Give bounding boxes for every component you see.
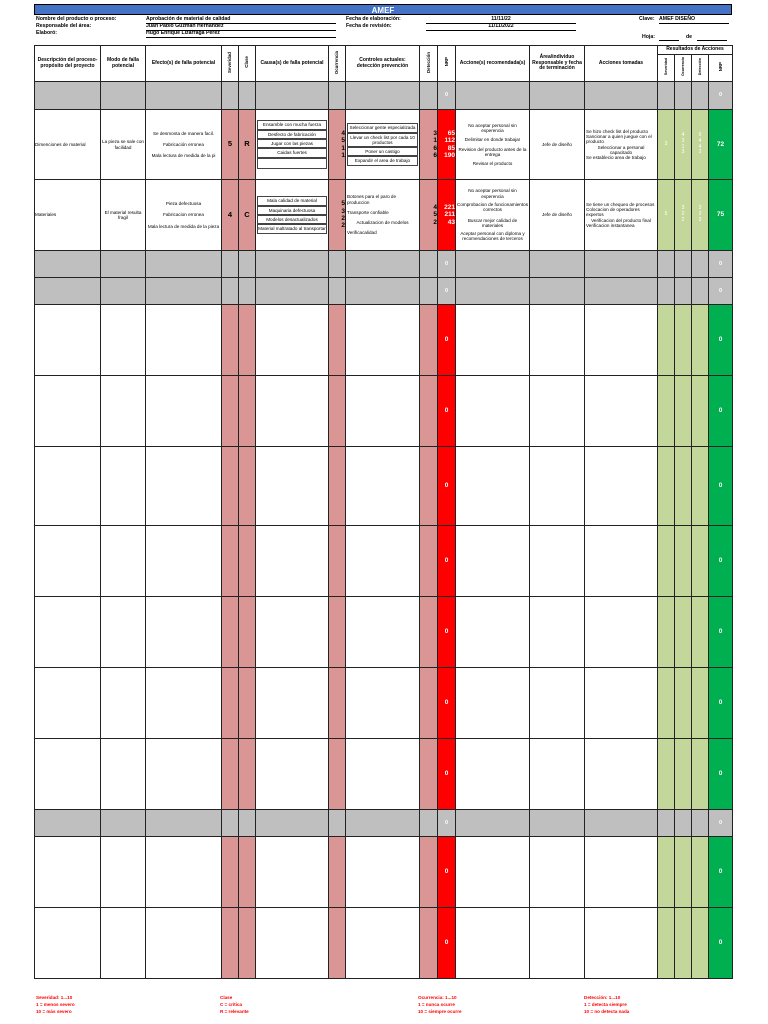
col-clase: Clase xyxy=(244,56,250,68)
table-row xyxy=(35,597,733,668)
fecha-elab-label: Fecha de elaboración: xyxy=(346,16,401,22)
hoja-label: Hoja: xyxy=(642,34,655,40)
elaboro-value: Hugo Enrique Lizarraga Perez xyxy=(146,30,336,38)
col-acciones-rec: Accione(s) recomendada(s) xyxy=(456,46,530,82)
producto-value: Aprobación de material de calidad xyxy=(146,16,336,24)
descripcion-cell: Materiales xyxy=(35,180,101,251)
deteccion-cell: 3 1 6 6 xyxy=(420,110,438,180)
area-cell: Jefe de diseño xyxy=(530,180,585,251)
amef-table xyxy=(34,45,733,979)
table-row xyxy=(35,278,733,305)
npr-cell: 0 xyxy=(438,810,456,837)
result-npr-cell: 0 xyxy=(709,908,733,979)
col-r-det: Detección xyxy=(697,58,702,76)
result-npr-cell: 0 xyxy=(709,837,733,908)
area-cell: Jefe de diseño xyxy=(530,110,585,180)
result-npr-cell: 0 xyxy=(709,668,733,739)
col-causa: Causa(s) de falla potencial xyxy=(256,46,329,82)
col-severidad: Severidad xyxy=(227,51,233,73)
col-area: Área/individuo Responsable y fecha de terminación xyxy=(530,46,585,82)
ocurrencia-cell: 4 5 1 1 xyxy=(329,110,346,180)
col-deteccion: Detección xyxy=(425,51,431,73)
result-sev-cell: 5 xyxy=(658,180,675,251)
amef-sheet xyxy=(34,4,732,1014)
sheet-title: AMEF xyxy=(34,4,732,15)
col-controles: Controles actuales: detección prevención xyxy=(346,46,420,82)
elaboro-label: Elaboró: xyxy=(36,30,58,36)
npr-cell: 0 xyxy=(438,908,456,979)
de-field[interactable] xyxy=(697,34,727,41)
controles-cell: Seleccionar gente especializada Llevar un check list por cada 10 productos Poner un castigo Expandir el area de trabajo xyxy=(346,110,420,180)
result-npr-cell: 75 xyxy=(709,180,733,251)
npr-cell: 0 xyxy=(438,251,456,278)
result-sev-cell: 3 xyxy=(658,110,675,180)
npr-cell: 0 xyxy=(438,376,456,447)
npr-cell: 0 xyxy=(438,837,456,908)
severidad-cell: 5 xyxy=(222,110,239,180)
table-row xyxy=(35,180,733,251)
table-row xyxy=(35,810,733,837)
result-npr-cell: 0 xyxy=(709,82,733,110)
table-row xyxy=(35,305,733,376)
npr-cell: 0 xyxy=(438,526,456,597)
npr-cell: 0 xyxy=(438,668,456,739)
de-label: de xyxy=(686,34,693,40)
header-block xyxy=(34,15,732,45)
result-det-cell: 6 4 4 2 xyxy=(692,110,709,180)
result-npr-cell: 0 xyxy=(709,739,733,810)
acciones-rec-cell: No aceptar personal sin experencia Comprobacion de funcionamientos correctos Buscar mejor calidad de materiales Aceptar personal con diploma y recomendaciones de terceros xyxy=(456,180,530,251)
npr-cell: 65 112 85 190 xyxy=(438,110,456,180)
responsable-value: Juan Pablo Guzman Hernandez xyxy=(146,23,336,31)
col-npr: NRP xyxy=(443,57,449,67)
clave-label: Clave: xyxy=(639,16,655,22)
col-acciones-tom: Acciones tomadas xyxy=(585,46,658,82)
result-ocu-cell: 4 3 1 3 xyxy=(675,110,692,180)
controles-cell: Botones para el paro de produccion Transporte confiable Actualizacion de modelos Verificacalidad xyxy=(346,180,420,251)
col-descripcion: Descripción del proceso-propósito del proyecto xyxy=(35,46,101,82)
result-npr-cell: 0 xyxy=(709,597,733,668)
table-row xyxy=(35,251,733,278)
causa-cell: Mala calidad de material Maquinaria defectuosa Modelos desactualizados Material maltratado al transportar xyxy=(256,180,329,251)
result-ocu-cell: 3 2 2 xyxy=(675,180,692,251)
causa-cell: Ensamble con mucha fuerza Desfecto de fabricación Jugar con las piezas Caidas fuertes xyxy=(256,110,329,180)
col-ocurrencia: Ocurrencia xyxy=(334,50,340,74)
acciones-rec-cell: No aceptar personal sin experencia Delimitar en donde trabajar Revision del producto antes de la entrega Revisar el producto xyxy=(456,110,530,180)
responsable-label: Responsable del área: xyxy=(36,23,92,29)
legend-deteccion: Detección: 1...10 1 = detecta siempre 10 = no detecta nada xyxy=(584,995,630,1014)
result-det-cell: 3 3 3 xyxy=(692,180,709,251)
result-npr-cell: 0 xyxy=(709,376,733,447)
table-row xyxy=(35,110,733,180)
fecha-rev-label: Fecha de revisión: xyxy=(346,23,392,29)
col-efecto: Efecto(s) de falla potencial xyxy=(146,46,222,82)
table-row xyxy=(35,668,733,739)
npr-cell: 0 xyxy=(438,278,456,305)
efecto-cell: Pieza defectuosa Fabricacion erronea Mala lectura de medida de la pieza xyxy=(146,180,222,251)
producto-label: Nombre del producto o proceso: xyxy=(36,16,117,22)
ocurrencia-cell: 5 3 2 2 xyxy=(329,180,346,251)
legend-severidad: Severidad: 1...10 1 = menos severo 10 = más severo xyxy=(36,995,75,1014)
severidad-cell: 4 xyxy=(222,180,239,251)
npr-cell: 0 xyxy=(438,739,456,810)
npr-cell: 0 xyxy=(438,305,456,376)
table-row xyxy=(35,837,733,908)
npr-cell: 0 xyxy=(438,82,456,110)
col-r-npr: NRP xyxy=(717,61,723,72)
legend-clase: Clase C = crítica R = relevante xyxy=(220,995,249,1014)
legend-ocurrencia: Ocurrencia: 1...10 1 = nunca ocurre 10 = siempre ocurre xyxy=(418,995,462,1014)
col-r-ocu: Ocurrencia xyxy=(680,57,685,77)
result-npr-cell: 0 xyxy=(709,810,733,837)
clase-cell: C xyxy=(239,180,256,251)
descripcion-cell: Dimenciones de material xyxy=(35,110,101,180)
col-modo: Modo de falla potencial xyxy=(101,46,146,82)
deteccion-cell: 4 5 2 xyxy=(420,180,438,251)
acciones-tom-cell: Se tiene un chequeo de procesos Colocacion de operadores expertos Verificacion del producto final Verificacion instantanea xyxy=(585,180,658,251)
table-row xyxy=(35,526,733,597)
result-npr-cell: 0 xyxy=(709,278,733,305)
result-npr-cell: 72 xyxy=(709,110,733,180)
clase-cell: R xyxy=(239,110,256,180)
hoja-field[interactable] xyxy=(659,34,679,41)
fecha-elab-value: 11/11/22 xyxy=(426,16,576,24)
result-npr-cell: 0 xyxy=(709,305,733,376)
table-row xyxy=(35,447,733,526)
result-npr-cell: 0 xyxy=(709,447,733,526)
table-row xyxy=(35,908,733,979)
clave-value: AMEF DISEÑO xyxy=(659,16,729,24)
modo-cell: El material resulta fragil xyxy=(101,180,146,251)
efecto-cell: Se desmonta de manera facil. Fabricación erronea Mala lectura de medida de la pi xyxy=(146,110,222,180)
fecha-rev-value: 11/11/2022 xyxy=(426,23,576,31)
modo-cell: La pieza se sale con facilidad xyxy=(101,110,146,180)
npr-cell: 0 xyxy=(438,597,456,668)
col-r-sev: Severidad xyxy=(663,58,668,76)
table-row xyxy=(35,82,733,110)
result-npr-cell: 0 xyxy=(709,526,733,597)
table-row xyxy=(35,739,733,810)
table-row xyxy=(35,376,733,447)
npr-cell: 0 xyxy=(438,447,456,526)
result-npr-cell: 0 xyxy=(709,251,733,278)
acciones-tom-cell: Se hizo check list del producto Sancionar a quien juegue con el producto Seleccionar a personal capacitado Se establecio area de trabajo xyxy=(585,110,658,180)
col-resultados: Resultados de Acciones xyxy=(658,46,733,55)
npr-cell: 221 211 43 xyxy=(438,180,456,251)
